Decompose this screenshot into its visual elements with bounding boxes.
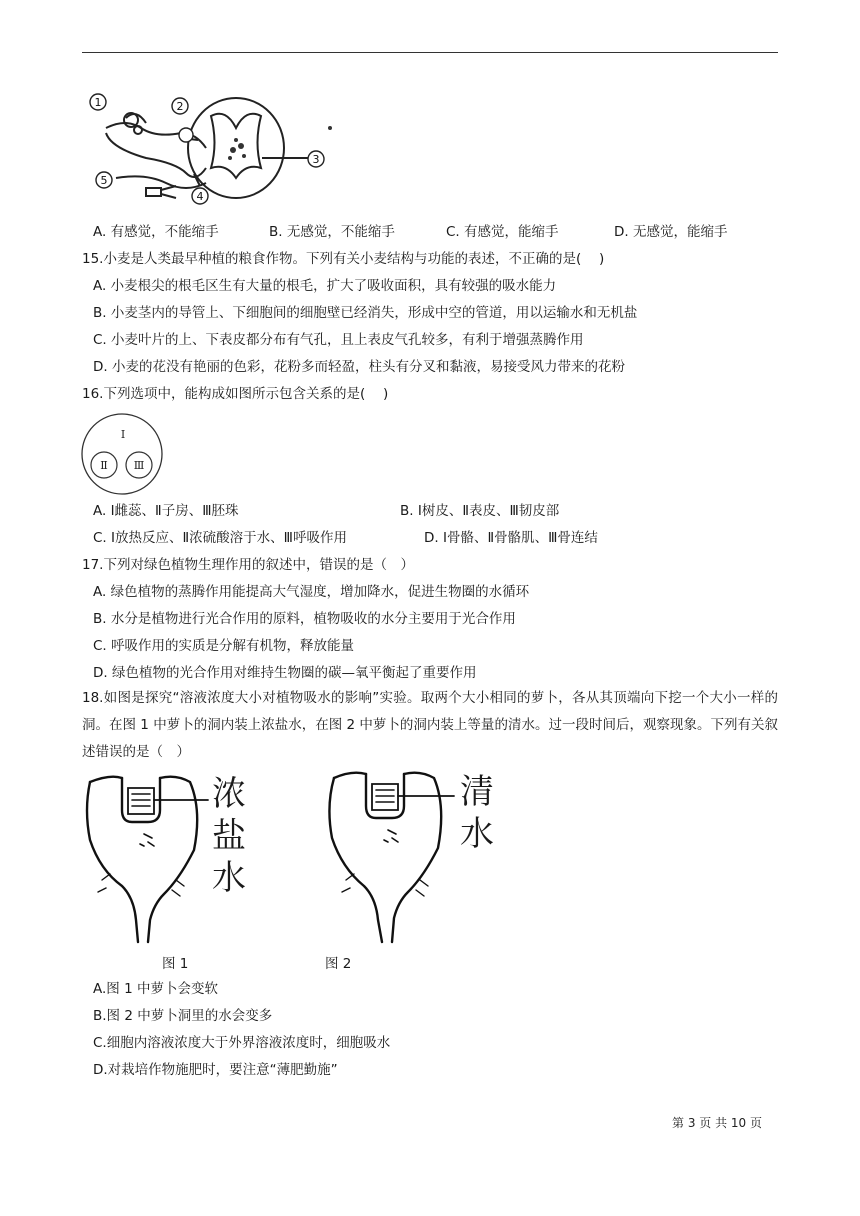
q14-option-b: B. 无感觉，不能缩手 [269, 224, 395, 240]
q15-option-c: C. 小麦叶片的上、下表皮都分布有气孔，且上表皮气孔较多，有利于增强蒸腾作用 [93, 332, 584, 348]
q18-option-b: B.图 2 中萝卜洞里的水会变多 [93, 1008, 273, 1024]
radish-figure-2 [322, 766, 462, 946]
q18-option-c: C.细胞内溶液浓度大于外界溶液浓度时，细胞吸水 [93, 1035, 391, 1051]
q14-option-d: D. 无感觉，能缩手 [614, 224, 728, 240]
q16-option-d: D. Ⅰ骨骼、Ⅱ骨骼肌、Ⅲ骨连结 [424, 530, 598, 546]
circle-label-3: Ⅲ [133, 459, 145, 472]
radish-figure-1 [80, 770, 220, 946]
q15-option-d: D. 小麦的花没有艳丽的色彩，花粉多而轻盈，柱头有分叉和黏液，易接受风力带来的花粉 [93, 359, 625, 375]
fig-label-4: 4 [196, 190, 204, 203]
fig-label-5: 5 [100, 174, 108, 187]
q16-option-b: B. Ⅰ树皮、Ⅱ表皮、Ⅲ韧皮部 [400, 503, 560, 519]
circle-label-2: Ⅱ [100, 459, 108, 472]
fig2-label-char-2: 水 [460, 814, 494, 854]
q16-stem: 16.下列选项中，能构成如图所示包含关系的是( ) [82, 386, 389, 402]
q14-option-c: C. 有感觉，能缩手 [446, 224, 559, 240]
q17-option-d: D. 绿色植物的光合作用对维持生物圈的碳—氧平衡起了重要作用 [93, 665, 477, 681]
circle-label-1: Ⅰ [120, 428, 126, 441]
q15-option-a: A. 小麦根尖的根毛区生有大量的根毛，扩大了吸收面积，具有较强的吸水能力 [93, 278, 557, 294]
fig-label-3: 3 [312, 153, 320, 166]
q17-stem: 17.下列对绿色植物生理作用的叙述中，错误的是（ ） [82, 557, 414, 573]
inclusion-figure [80, 412, 166, 498]
fig1-caption: 图 1 [162, 956, 189, 972]
page-footer: 第 3 页 共 10 页 [672, 1116, 762, 1130]
q18-option-a: A.图 1 中萝卜会变软 [93, 981, 218, 997]
q15-option-b: B. 小麦茎内的导管上、下细胞间的细胞壁已经消失，形成中空的管道，用以运输水和无机盐 [93, 305, 638, 321]
q14-option-a: A. 有感觉，不能缩手 [93, 224, 219, 240]
fig2-label-char-1: 清 [460, 772, 494, 812]
fig1-label-char-1: 浓 [212, 774, 246, 814]
q17-option-a: A. 绿色植物的蒸腾作用能提高大气湿度，增加降水，促进生物圈的水循环 [93, 584, 530, 600]
fig1-label-char-2: 盐 [212, 816, 246, 856]
fig-label-1: 1 [94, 96, 102, 109]
q17-option-c: C. 呼吸作用的实质是分解有机物，释放能量 [93, 638, 355, 654]
header-rule [82, 52, 778, 53]
q15-stem: 15.小麦是人类最早种植的粮食作物。下列有关小麦结构与功能的表述，不正确的是( ) [82, 251, 605, 267]
q17-option-b: B. 水分是植物进行光合作用的原料，植物吸收的水分主要用于光合作用 [93, 611, 516, 627]
fig1-label-char-3: 水 [212, 858, 246, 898]
q16-option-a: A. Ⅰ雌蕊、Ⅱ子房、Ⅲ胚珠 [93, 503, 239, 519]
q16-option-c: C. Ⅰ放热反应、Ⅱ浓硫酸溶于水、Ⅲ呼吸作用 [93, 530, 347, 546]
q18-option-d: D.对栽培作物施肥时，要注意“薄肥勤施” [93, 1062, 338, 1078]
q18-stem: 18.如图是探究“溶液浓度大小对植物吸水的影响”实验。取两个大小相同的萝卜，各从其顶端向下挖一个大小一样的洞。在图 1 中萝卜的洞内装上浓盐水，在图 2 中萝卜的洞内装上等量的清水。过一段时间后，观察现象。下列有关叙述错误的是（ ） [82, 690, 778, 760]
fig-label-2: 2 [176, 100, 184, 113]
fig2-caption: 图 2 [325, 956, 352, 972]
reflex-arc-figure [86, 88, 336, 208]
